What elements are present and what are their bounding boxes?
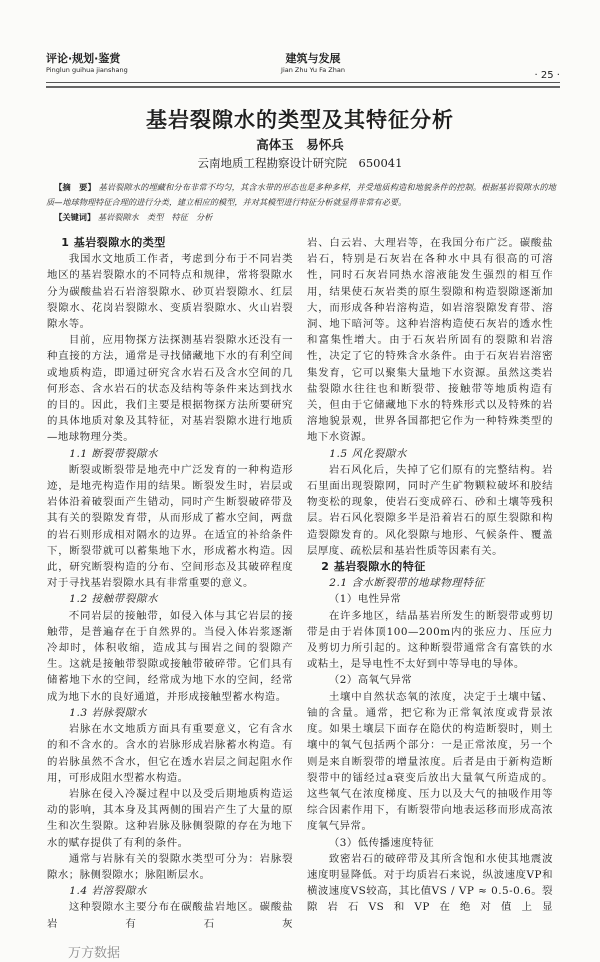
abstract-text: 基岩裂隙水的埋藏和分布非常不均匀，其含水带的形态也是多种多样，并受地质构造和地貌条件的控制。根据基岩裂隙水的地质—地球物理特征合理的进行分类，建立相应的模型，并对其模型进行特征分析就显得非常有必要。 — [46, 182, 556, 207]
column-name: 评论·规划·鉴赏 — [46, 52, 121, 65]
paragraph: 断裂或断裂带是地壳中广泛发育的一种构造形迹，是地壳构造作用的结果。断裂发生时，岩层或岩体沿着破裂面产生错动，同时产生断裂破碎带及其有关的裂隙发育带，从而形成了蓄水空间，两盘的岩石则形成相对隔水的边界。在适宜的补给条件下，断裂带就可以蓄集地下水，形成蓄水构造。因此，研究断裂构造的分布、空间形态及其破碎程度对于寻找基岩裂隙水具有非常重要的意义。 — [47, 463, 293, 590]
page-number: · 25 · — [534, 70, 560, 81]
paragraph: 我国水文地质工作者，考虑到分布于不同岩类地区的基岩裂隙水的不同特点和规律，常将裂隙水分为碳酸盐岩石岩溶裂隙水、砂页岩裂隙水、红层裂隙水、花岗岩裂隙水、变质岩裂隙水、火山岩裂隙水等。 — [47, 253, 293, 331]
paragraph: 通常与岩脉有关的裂隙水类型可分为：岩脉裂隙水；脉侧裂隙水；脉阻断层水。 — [47, 852, 293, 881]
article-title: 基岩裂隙水的类型及其特征分析 — [146, 107, 454, 132]
paragraph: 不同岩层的接触带，如侵入体与其它岩层的接触带，是普遍存在于自然界的。当侵入体岩浆逐渐冷却时，体积收缩，造成其与围岩之间的裂隙产生。这就是接触带裂隙或接触带破碎带。它们具有储蓄地下水的空间，经常成为地下水的空间，经常成为地下水的良好通道，并形成接触型蓄水构造。 — [47, 609, 293, 703]
keywords — [46, 210, 556, 225]
left-column — [47, 235, 293, 932]
left-column-wrap — [47, 235, 293, 962]
subsection-heading: 1.3 岩脉裂隙水 — [69, 706, 147, 719]
sub-subsection-heading: （1）电性异常 — [328, 593, 402, 606]
article-body — [0, 106, 600, 962]
subsection-heading: 1.4 岩溶裂隙水 — [69, 885, 147, 898]
column-name-pinyin: Pinglun guihua jianshang — [46, 66, 128, 74]
paragraph: 这种裂隙水主要分布在碳酸盐岩地区。碳酸盐岩有石灰 — [47, 901, 293, 930]
affiliation: 云南地质工程勘察设计研究院 650041 — [197, 156, 403, 170]
paragraph: 致密岩石的破碎带及其所含饱和水使其地震波速度明显降低。对于均质岩石来说，纵波速度VP和横波速度VS较高，其比值VS / VP ≈ 0.5-0.6。裂隙岩石VS和VP在绝对值上显 — [307, 852, 553, 914]
header-rule — [46, 82, 560, 88]
journal-name: 建筑与发展 — [285, 52, 341, 65]
abstract-label: 【摘 要】 — [54, 182, 96, 192]
section-heading: 1 基岩裂隙水的类型 — [61, 236, 166, 249]
section-heading: 2 基岩裂隙水的特征 — [321, 560, 426, 574]
subsection-heading: 1.5 风化裂隙水 — [329, 447, 407, 460]
right-column-wrap — [307, 235, 553, 916]
paragraph: 在许多地区，结晶基岩所发生的断裂带或剪切带是由于岩体顶100—200m内的张应力、压应力及剪切力所引起的。这种断裂带通常含有富铁的水或粘土，是导电性不太好到中等导电的导体。 — [307, 609, 553, 671]
running-header-center — [258, 52, 368, 75]
keywords-label: 【关键词】 — [54, 212, 96, 222]
paragraph: 岩脉在侵入冷凝过程中以及受后期地质构造运动的影响，其本身及其两侧的围岩产生了大量的原生和次生裂隙。这种岩脉及脉侧裂隙的存在为地下水的赋存提供了有利的条件。 — [47, 787, 293, 849]
authors: 高体玉 易怀兵 — [256, 137, 344, 152]
subsection-heading: 2.1 含水断裂带的地球物理特征 — [329, 577, 485, 590]
sub-subsection-heading: （3）低传播速度特征 — [328, 836, 434, 849]
subsection-heading: 1.1 断裂带裂隙水 — [69, 447, 159, 460]
right-column — [307, 235, 553, 916]
two-column-body — [47, 235, 600, 962]
paragraph: 岩石风化后，失掉了它们原有的完整结构。岩石里面出现裂隙网，同时产生矿物颗粒破坏和胶结物变松的现象，使岩石变成碎石、砂和土壤等残积层。岩石风化裂隙多半是沿着岩石的原生裂隙和构造裂隙发育的。风化裂隙与地形、气候条件、覆盖层厚度、疏松层和基岩性质等因素有关。 — [307, 463, 553, 557]
paragraph: 岩、白云岩、大理岩等，在我国分布广泛。碳酸盐岩石，特别是石灰岩在各种水中具有很高的可溶性，同时石灰岩同热水溶液能发生强烈的相互作用，结果使石灰岩类的原生裂隙和构造裂隙逐渐加大，而形成各种岩溶构造，如岩溶裂隙发育带、溶洞、地下暗河等。这种岩溶构造使石灰岩的透水性和富集性增大。由于石灰岩所固有的裂隙和岩溶性，决定了它的特殊含水条件。由于石灰岩岩溶密集发育，它可以聚集大量地下水资源。虽然这类岩盐裂隙水往往也和断裂带、接触带等地质构造有关，但由于它储藏地下水的特殊形式以及特殊的岩溶地貌景观，世界各国都把它作为一种特殊类型的地下水资源。 — [307, 237, 553, 444]
journal-name-pinyin: Jian Zhu Yu Fa Zhan — [281, 66, 345, 74]
keywords-text: 基岩裂隙水 类型 特征 分析 — [97, 212, 213, 222]
paragraph: 岩脉在水文地质方面具有重要意义，它有含水的和不含水的。含水的岩脉形成岩脉蓄水构造。有的岩脉虽然不含水，但它在透水岩层之间起阻水作用，可形成阻水型蓄水构造。 — [47, 723, 293, 784]
sub-subsection-heading: （2）高氧气异常 — [328, 674, 413, 687]
watermark: 万方数据 — [68, 945, 121, 961]
subsection-heading: 1.2 接触带裂隙水 — [69, 593, 159, 606]
abstract — [46, 180, 556, 210]
running-header-left — [46, 52, 128, 75]
paragraph: 目前，应用物探方法探测基岩裂隙水还没有一种直接的方法，通常是寻找储藏地下水的有利空间或地质构造，即通过研究含水岩石及含水空间的几何形态、含水岩石的状态及结构等条件来达到找水的目的。因此，我们主要是根据物探方法所要研究的具体地质对象及其特征，对基岩裂隙水进行地质—地球物理分类。 — [47, 334, 293, 444]
paragraph: 土壤中自然状态氧的浓度，决定于土壤中锰、铀的含量。通常，把它称为正常氧浓度或背景浓度。如果土壤层下面存在隐伏的构造断裂时，则土壤中的氧气包括两个部分：一是正常浓度，另一个则是来自断裂带的增量浓度。后者是由于新构造断裂带中的镭经过a衰变后放出大量氧气所造成的。这些氧气在浓度梯度、压力以及大气的抽吸作用等综合因素作用下，有断裂带向地表运移而形成高浓度氧气异常。 — [307, 690, 553, 833]
